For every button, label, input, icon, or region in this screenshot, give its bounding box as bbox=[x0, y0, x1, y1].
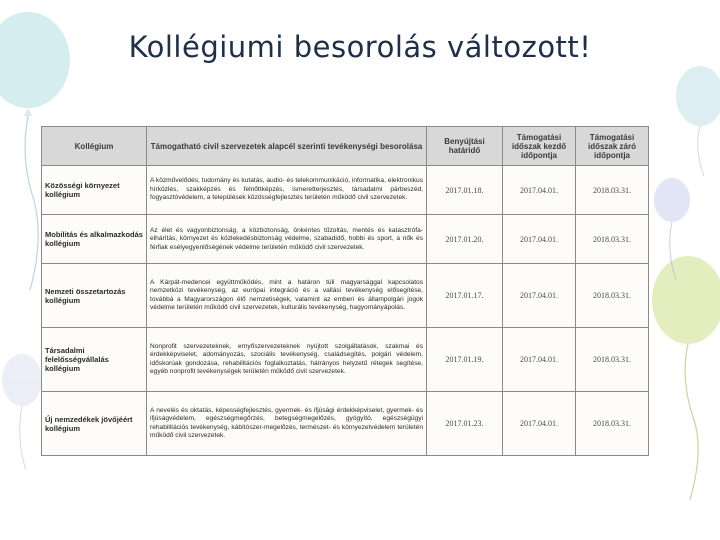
end-date: 2018.03.31. bbox=[576, 328, 649, 392]
header-college: Kollégium bbox=[42, 127, 147, 166]
header-start: Támogatási időszak kezdő időpontja bbox=[503, 127, 576, 166]
college-name: Nemzeti összetartozás kollégium bbox=[42, 264, 147, 328]
activity-description: Nonprofit szervezeteknek, ernyőszervezeteknek nyújtott szolgáltatások, szakmai és érdekképviselet, adományozás, szociális tevékenység, családsegítés, polgári védelem, időskorúak gondozása, rehabilitációs foglalkoztatás, hátrányos helyzetű rétegek segítése, egyéb nonprofit tevékenységek területén működő civil szervezetek. bbox=[147, 328, 427, 392]
end-date: 2018.03.31. bbox=[576, 264, 649, 328]
deadline-date: 2017.01.17. bbox=[427, 264, 503, 328]
deadline-date: 2017.01.19. bbox=[427, 328, 503, 392]
college-name: Közösségi környezet kollégium bbox=[42, 166, 147, 215]
activity-description: A nevelés és oktatás, képességfejlesztés, gyermek- és ifjúsági érdekképviselet, gyermek- és ifjúságvédelem, egészségmegőrzés, betegségmegelőzés, gyógyító, egészségügyi rehabilitációs tevékenység, kábítószer-megelőzés, természet- és környezetvédelem területén működő civil szervezetek. bbox=[147, 392, 427, 456]
end-date: 2018.03.31. bbox=[576, 392, 649, 456]
table-row bbox=[42, 392, 649, 456]
balloon-left-bottom-icon bbox=[2, 354, 42, 470]
header-deadline: Benyújtási határidő bbox=[427, 127, 503, 166]
table-row bbox=[42, 215, 649, 264]
start-date: 2017.04.01. bbox=[503, 264, 576, 328]
table-row bbox=[42, 264, 649, 328]
activity-description: A közművelődés, tudomány és kutatás, audio- és telekommunikáció, informatika, elektronikus hírközlés, szakképzés és felnőttképzés, ismeretterjesztés, társadalmi párbeszéd, fogyasztóvédelem, a települések közösségfejlesztés területén működő civil szervezetek. bbox=[147, 166, 427, 215]
start-date: 2017.04.01. bbox=[503, 215, 576, 264]
college-name: Új nemzedékek jövőjéért kollégium bbox=[42, 392, 147, 456]
deadline-date: 2017.01.20. bbox=[427, 215, 503, 264]
activity-description: A Kárpát-medencei együttműködés, mint a határon túli magyarsággal kapcsolatos nemzetközi tevékenység, az európai integráció és a vallási tevékenység elősegítése, továbbá a Magyarországon élő nemzetiségek, valamint az emberi és állampolgári jogok védelme területén működő civil szervezetek, kulturális tevékenység, hagyományápolás. bbox=[147, 264, 427, 328]
table-row bbox=[42, 166, 649, 215]
college-table-container bbox=[41, 126, 648, 456]
college-name: Társadalmi felelősségvállalás kollégium bbox=[42, 328, 147, 392]
college-name: Mobilitás és alkalmazkodás kollégium bbox=[42, 215, 147, 264]
page-title: Kollégiumi besorolás változott! bbox=[128, 30, 592, 64]
start-date: 2017.04.01. bbox=[503, 328, 576, 392]
college-table bbox=[41, 126, 649, 456]
balloon-right-large-icon bbox=[652, 256, 720, 500]
end-date: 2018.03.31. bbox=[576, 215, 649, 264]
deadline-date: 2017.01.18. bbox=[427, 166, 503, 215]
activity-description: Az élet és vagyonbiztonság, a közbiztonság, önkéntes tűzoltás, mentés és katasztrófa-elhárítás, környezet és közlekedésbiztonság védelme, szabadidő, hobbi és sport, a nők és férfiak esélyegyenlőségének védelme területén működő civil szervezetek. bbox=[147, 215, 427, 264]
table-header-row bbox=[42, 127, 649, 166]
end-date: 2018.03.31. bbox=[576, 166, 649, 215]
balloon-right-top-icon bbox=[676, 66, 720, 176]
table-row bbox=[42, 328, 649, 392]
start-date: 2017.04.01. bbox=[503, 392, 576, 456]
deadline-date: 2017.01.23. bbox=[427, 392, 503, 456]
header-activity: Támogatható civil szervezetek alapcél szerinti tevékenységi besorolása bbox=[147, 127, 427, 166]
header-end: Támogatási időszak záró időpontja bbox=[576, 127, 649, 166]
start-date: 2017.04.01. bbox=[503, 166, 576, 215]
